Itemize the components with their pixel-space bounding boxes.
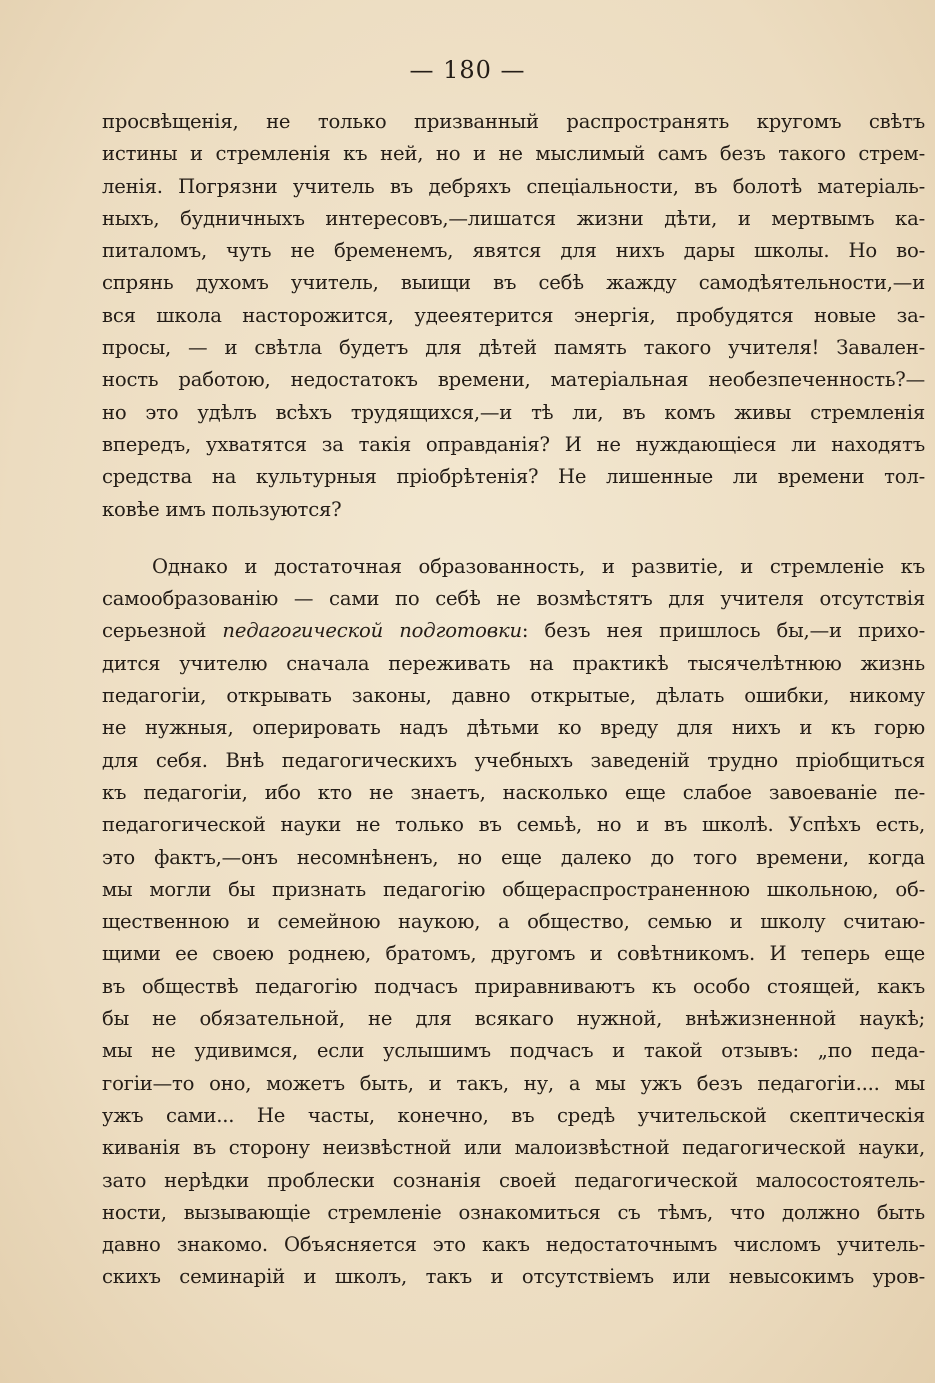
text-line: самообразованію — сами по себѣ не возмѣстятъ для учителя отсутствія xyxy=(102,587,925,611)
text-segment: серьезной xyxy=(102,619,207,643)
text-line: истины и стремленія къ ней, но и не мыслимый самъ безъ такого стрем- xyxy=(102,142,925,166)
text-line: просвѣщенія, не только призванный распространять кругомъ свѣтъ xyxy=(102,110,925,133)
text-line: щественною и семейною наукою, а общество, семью и школу считаю- xyxy=(102,910,925,934)
text-line: вся школа насторожится, удееятерится энергія, пробудятся новые за- xyxy=(102,303,925,327)
text-line: средства на культурныя пріобрѣтенія? Не лишенные ли времени тол- xyxy=(102,465,925,489)
text-line: скихъ семинарій и школъ, такъ и отсутствіемъ или невысокимъ уров- xyxy=(102,1265,925,1289)
text-line: педагогической науки не только въ семьѣ, но и въ школѣ. Успѣхъ есть, xyxy=(102,813,925,837)
text-line: это фактъ,—онъ несомнѣненъ, но еще далеко до того времени, когда xyxy=(102,845,925,869)
text-line: ность работою, недостатокъ времени, матеріальная необезпеченность?— xyxy=(102,368,925,392)
text-line: ныхъ, будничныхъ интересовъ,—лишатся жизни дѣти, и мертвымъ ка- xyxy=(102,206,925,230)
text-line: для себя. Внѣ педагогическихъ учебныхъ заведеній трудно пріобщиться xyxy=(102,748,925,772)
text-line: гогіи—то оно, можетъ быть, и такъ, ну, а мы ужъ безъ педагогіи.... мы xyxy=(102,1071,925,1095)
text-line: педагогіи, открывать законы, давно открытые, дѣлать ошибки, никому xyxy=(102,684,925,708)
text-line: мы могли бы признать педагогію общераспространенною школьною, об- xyxy=(102,877,925,901)
text-line: зато нерѣдки проблески сознанія своей педагогической малосостоятель- xyxy=(102,1168,925,1192)
text-line: давно знакомо. Объясняется это какъ недостаточнымъ числомъ учитель- xyxy=(102,1233,925,1257)
text-line-mixed xyxy=(102,615,925,647)
text-line: мы не удивимся, если услышимъ подчасъ и такой отзывъ: „по педа- xyxy=(102,1039,925,1063)
paragraph-1 xyxy=(102,106,925,526)
text-line: просы, — и свѣтла будетъ для дѣтей память такого учителя! Завален- xyxy=(102,336,925,360)
text-line: Однако и достаточная образованность, и развитіе, и стремленіе къ xyxy=(152,554,925,578)
text-line: къ педагогіи, ибо кто не знаетъ, насколько еще слабое завоеваніе пе- xyxy=(102,780,925,804)
text-line: дится учителю сначала переживать на практикѣ тысячелѣтнюю жизнь xyxy=(102,651,925,675)
text-line: ности, вызывающіе стремленіе ознакомиться съ тѣмъ, что должно быть xyxy=(102,1200,925,1224)
text-body xyxy=(102,106,925,1294)
text-segment: : безъ нея пришлось бы,—и прихо- xyxy=(521,619,925,643)
page-number: — 180 — xyxy=(409,56,526,84)
text-line: ленія. Погрязни учитель въ дебряхъ спеціальности, въ болотѣ матеріаль- xyxy=(102,174,925,198)
text-line: въ обществѣ педагогію подчасъ приравниваютъ къ особо стоящей, какъ xyxy=(102,974,925,998)
text-line: спрянь духомъ учитель, выищи въ себѣ жажду самодѣятельности,—и xyxy=(102,271,925,295)
text-line: ужъ сами... Не часты, конечно, въ средѣ учительской скептическія xyxy=(102,1103,925,1127)
text-line: киванія въ сторону неизвѣстной или малоизвѣстной педагогической науки, xyxy=(102,1136,925,1160)
paragraph-2 xyxy=(102,551,925,1294)
text-line: бы не обязательной, не для всякаго нужной, внѣжизненной наукѣ; xyxy=(102,1007,925,1031)
text-line: но это удѣлъ всѣхъ трудящихся,—и тѣ ли, въ комъ живы стремленія xyxy=(102,400,925,424)
italic-emphasis: педагогической подготовки xyxy=(222,619,522,643)
text-line: ковѣе имъ пользуются? xyxy=(102,497,342,521)
text-line: впередъ, ухватятся за такія оправданія? И не нуждающіеся ли находятъ xyxy=(102,432,925,456)
text-line: не нужныя, оперировать надъ дѣтьми ко вреду для нихъ и къ горю xyxy=(102,716,925,740)
text-line: питаломъ, чуть не бременемъ, явятся для нихъ дары школы. Но во- xyxy=(102,239,925,263)
text-line: щими ее своею роднею, братомъ, другомъ и совѣтникомъ. И теперь еще xyxy=(102,942,925,966)
